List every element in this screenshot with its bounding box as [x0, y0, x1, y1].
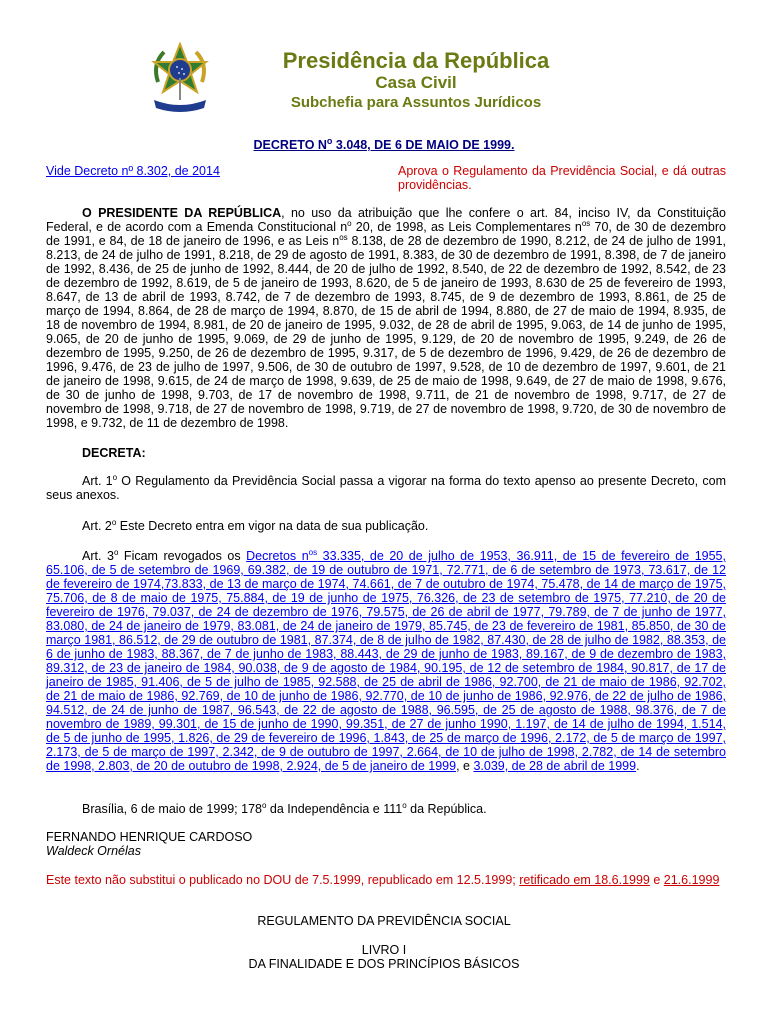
place-date-line: Brasília, 6 de maio de 1999; 178$^o$ da Independência e 111$^o$ da República.	[82, 801, 487, 816]
retificado-link[interactable]: retificado em 18.6.1999	[519, 873, 650, 887]
decreto-3039-link[interactable]: 3.039, de 28 de abril de 1999	[473, 759, 637, 773]
article-2: Art. 2$^o$ Este Decreto entra em vigor na data de sua publicação.	[82, 518, 429, 533]
header-presidencia: Presidência da República	[282, 48, 550, 73]
decree-title-link[interactable]: DECRETO N$^o$ 3.048, DE 6 DE MAIO DE 1999.	[253, 136, 515, 152]
signature-minister: Waldeck Ornélas	[46, 844, 141, 858]
retificado-2-link[interactable]: 21.6.1999	[663, 873, 720, 887]
publication-notice: Este texto não substitui o publicado no DOU de 7.5.1999, republicado em 12.5.1999; retificado em 18.6.1999 e 21.6.1999	[46, 873, 720, 887]
regulamento-title: REGULAMENTO DA PREVIDÊNCIA SOCIAL	[257, 914, 511, 928]
decreta-heading: DECRETA:	[82, 446, 146, 460]
header-subchefia: Subchefia para Assuntos Jurídicos	[290, 94, 542, 111]
decree-title	[0, 136, 768, 152]
signature-president: FERNANDO HENRIQUE CARDOSO	[46, 830, 253, 844]
vide-decreto-link[interactable]: Vide Decreto nº 8.302, de 2014	[46, 164, 220, 178]
article-3: Art. 3$^o$ Ficam revogados os Decretos n$^{os}$ 33.335, de 20 de julho de 1953, 36.911, de 15 de fevereiro de 1955, 65.106, de 5 de setembro de 1969, 69.382, de 19 de outubro de 1971, 72.771, de 6 de setembro de 1973, 73.617, de 12 de fevereiro de 1974,73.833, de 13 de março de 1974, 74.661, de 7 de outubro de 1974, 75.478, de 14 de março de 1975, 75.706, de 8 de maio de 1975, 75.884, de 19 de junho de 1975, 76.326, de 23 de setembro de 1975, 77.210, de 20 de fevereiro de 1976, 79.037, de 24 de dezembro de 1976, 79.575, de 26 de abril de 1977, 79.789, de 7 de junho de 1977, 83.080, de 24 de janeiro de 1979, 83.081, de 24 de janeiro de 1979, 85.745, de 23 de fevereiro de 1981, 85.850, de 30 de março 1981, 86.512, de 29 de outubro de 1981, 87.374, de 8 de julho de 1982, 87.430, de 28 de julho de 1982, 88.353, de 6 de junho de 1983, 88.367, de 7 de junho de 1983, 88.443, de 29 de junho de 1983, 89.167, de 9 de dezembro de 1983, 89.312, de 23 de janeiro de 1984, 90.038, de 9 de agosto de 1984, 90.195, de 12 de setembro de 1984, 90.817, de 17 de janeiro de 1985, 91.406, de 5 de julho de 1985, 92.588, de 25 de abril de 1986, 92.700, de 21 de maio de 1986, 92.702, de 21 de maio de 1986, 92.769, de 10 de junho de 1986, 92.770, de 10 de junho de 1986, 92.976, de 22 de julho de 1986, 94.512, de 24 de junho de 1987, 96.543, de 22 de agosto de 1988, 96.595, de 25 de agosto de 1988, 98.376, de 7 de novembro de 1989, 99.301, de 15 de junho de 1990, 99.351, de 27 de junho 1990, 1.197, de 14 de julho de 1994, 1.514, de 5 de junho de 1995, 1.826, de 29 de fevereiro de 1996, 1.843, de 25 de março de 1996, 2.172, de 5 de março de 1997, 2.173, de 5 de março de 1997, 2.342, de 9 de outubro de 1997, 2.664, de 10 de julho de 1998, 2.782, de 14 de setembro de 1998, 2.803, de 20 de outubro de 1998, 2.924, de 5 de janeiro de 1999, e 3.039, de 28 de abril de 1999.	[46, 548, 726, 773]
livro-title: DA FINALIDADE E DOS PRINCÍPIOS BÁSICOS	[248, 957, 520, 971]
revoked-decrees-links[interactable]: Decretos n$^{os}$ 33.335, de 20 de julho de 1953, 36.911, de 15 de fevereiro de 1955, 65.106, de 5 de setembro de 1969, 69.382, de 19 de outubro de 1971, 72.771, de 6 de setembro de 1973, 73.617, de 12 de fevereiro de 1974,73.833, de 13 de março de 1974, 74.661, de 7 de outubro de 1974, 75.478, de 14 de março de 1975, 75.706, de 8 de maio de 1975, 75.884, de 19 de junho de 1975, 76.326, de 23 de setembro de 1975, 77.210, de 20 de fevereiro de 1976, 79.037, de 24 de dezembro de 1976, 79.575, de 26 de abril de 1977, 79.789, de 7 de junho de 1977, 83.080, de 24 de janeiro de 1979, 83.081, de 24 de janeiro de 1979, 85.745, de 23 de fevereiro de 1981, 85.850, de 30 de março 1981, 86.512, de 29 de outubro de 1981, 87.374, de 8 de julho de 1982, 87.430, de 28 de julho de 1982, 88.353, de 6 de junho de 1983, 88.367, de 7 de junho de 1983, 88.443, de 29 de junho de 1983, 89.167, de 9 de dezembro de 1983, 89.312, de 23 de janeiro de 1984, 90.038, de 9 de agosto de 1984, 90.195, de 12 de setembro de 1984, 90.817, de 17 de janeiro de 1985, 91.406, de 5 de julho de 1985, 92.588, de 25 de abril de 1986, 92.700, de 21 de maio de 1986, 92.702, de 21 de maio de 1986, 92.769, de 10 de junho de 1986, 92.770, de 10 de junho de 1986, 92.976, de 22 de julho de 1986, 94.512, de 24 de junho de 1987, 96.543, de 22 de agosto de 1988, 96.595, de 25 de agosto de 1988, 98.376, de 7 de novembro de 1989, 99.301, de 15 de junho de 1990, 99.351, de 27 de junho 1990, 1.197, de 14 de julho de 1994, 1.514, de 5 de junho de 1995, 1.826, de 29 de fevereiro de 1996, 1.843, de 25 de março de 1996, 2.172, de 5 de março de 1997, 2.173, de 5 de março de 1997, 2.342, de 9 de outubro de 1997, 2.664, de 10 de julho de 1998, 2.782, de 14 de setembro de 1998, 2.803, de 20 de outubro de 1998, 2.924, de 5 de janeiro de 1999	[46, 548, 726, 773]
article-1: Art. 1$^o$ O Regulamento da Previdência Social passa a vigorar na forma do texto apenso ao presente Decreto, com seus anexos.	[46, 473, 726, 502]
preamble-paragraph: O PRESIDENTE DA REPÚBLICA, no uso da atribuição que lhe confere o art. 84, inciso IV, da Constituição Federal, e de acordo com a Emenda Constitucional $n^o$ 20, de 1998, as Leis Complementares $n^{os}$ 70, de 30 de dezembro de 1991, e 84, de 18 de janeiro de 1996, e as Leis $n^{os}$ 8.138, de 28 de dezembro de 1990, 8.212, de 24 de julho de 1991, 8.213, de 24 de julho de 1991, 8.218, de 29 de agosto de 1991, 8.383, de 30 de dezembro de 1991, 8.398, de 7 de janeiro de 1992, 8.436, de 25 de junho de 1992, 8.444, de 20 de julho de 1992, 8.540, de 22 de dezembro de 1992, 8.542, de 23 de dezembro de 1992, 8.619, de 5 de janeiro de 1993, 8.620, de 5 de janeiro de 1993, 8.630 de 25 de fevereiro de 1993, 8.647, de 13 de abril de 1993, 8.742, de 7 de dezembro de 1993, 8.745, de 9 de dezembro de 1993, 8.861, de 25 de março de 1994, 8.864, de 28 de março de 1994, 8.870, de 15 de abril de 1994, 8.880, de 27 de maio de 1994, 8.935, de 18 de novembro de 1994, 8.981, de 20 de janeiro de 1995, 9.032, de 28 de abril de 1995, 9.063, de 14 de junho de 1995, 9.065, de 20 de junho de 1995, 9.069, de 29 de junho de 1995, 9.129, de 20 de novembro de 1995, 9.249, de 26 de dezembro de 1995, 9.250, de 26 de dezembro de 1995, 9.317, de 5 de dezembro de 1996, 9.429, de 26 de dezembro de 1996, 9.476, de 23 de julho de 1997, 9.506, de 30 de outubro de 1997, 9.528, de 10 de dezembro de 1997, 9.601, de 21 de janeiro de 1998, 9.615, de 24 de março de 1998, 9.639, de 25 de maio de 1998, 9.649, de 27 de maio de 1998, 9.676, de 30 de junho de 1998, 9.703, de 17 de novembro de 1998, 9.711, de 21 de novembro de 1998, 9.717, de 27 de novembro de 1998, 9.718, de 27 de novembro de 1998, 9.719, de 27 de novembro de 1998, 9.720, de 30 de novembro de 1998, e 9.732, de 11 de dezembro de 1998.	[46, 206, 726, 430]
header-casa-civil: Casa Civil	[375, 73, 457, 92]
ementa: Aprova o Regulamento da Previdência Social, e dá outras providências.	[398, 164, 726, 192]
brazil-coat-of-arms-icon	[148, 42, 212, 116]
preamble-bold: O PRESIDENTE DA REPÚBLICA	[82, 206, 282, 220]
livro-heading: LIVRO I	[361, 943, 407, 957]
